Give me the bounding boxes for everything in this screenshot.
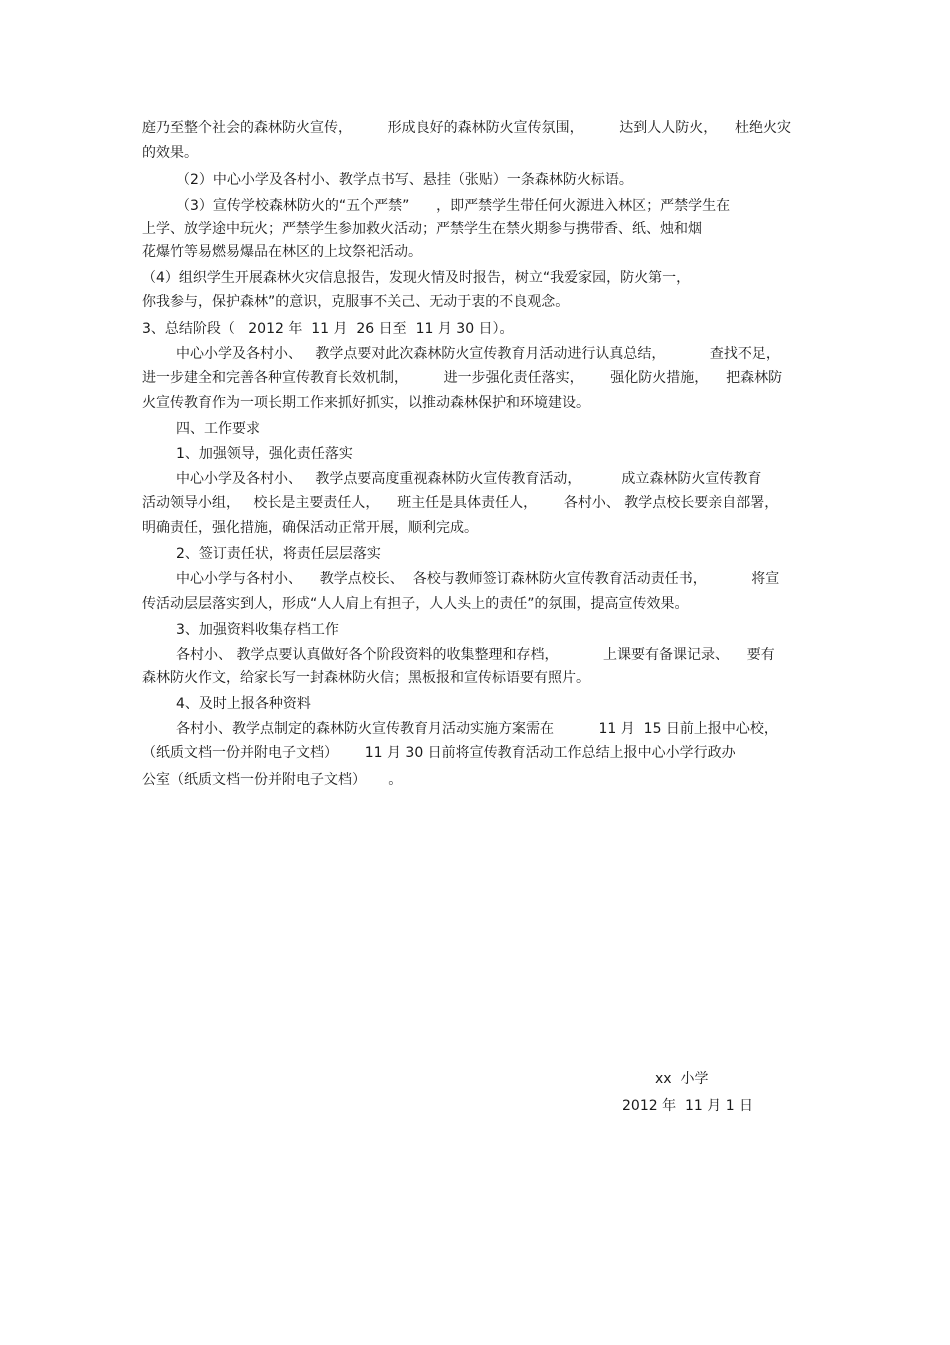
body-line-3: （2）中心小学及各村小、教学点书写、悬挂（张贴）一条森林防火标语。 bbox=[176, 172, 633, 188]
body-line-7: （4）组织学生开展森林火灾信息报告，发现火情及时报告，树立“我爱家园，防火第一， bbox=[142, 270, 691, 286]
body-line-25: 各村小、教学点制定的森林防火宣传教育月活动实施方案需在 11 月 15 日前上报中心校， bbox=[176, 721, 778, 737]
subheading-2: 2、签订责任状，将责任层层落实 bbox=[176, 546, 381, 562]
body-line-4: （3）宣传学校森林防火的“五个严禁” ，即严禁学生带任何火源进入林区；严禁学生在 bbox=[176, 198, 731, 214]
body-line-19: 中心小学与各村小、 教学点校长、 各校与教师签订森林防火宣传教育活动责任书， 将宣 bbox=[176, 571, 780, 587]
body-line-16: 活动领导小组， 校长是主要责任人， 班主任是具体责任人， 各村小、 教学点校长要亲自部署， bbox=[142, 495, 779, 511]
subheading-4: 4、及时上报各种资料 bbox=[176, 696, 311, 712]
body-line-17: 明确责任，强化措施，确保活动正常开展，顺利完成。 bbox=[142, 520, 478, 536]
body-line-20: 传活动层层落实到人，形成“人人肩上有担子，人人头上的责任”的氛围，提高宣传效果。 bbox=[142, 596, 689, 612]
body-line-23: 森林防火作文，给家长写一封森林防火信；黑板报和宣传标语要有照片。 bbox=[142, 670, 590, 686]
signature-date: 2012 年 11 月 1 日 bbox=[622, 1098, 754, 1114]
subheading-1: 1、加强领导，强化责任落实 bbox=[176, 446, 353, 462]
body-line-10: 中心小学及各村小、 教学点要对此次森林防火宣传教育月活动进行认真总结， 查找不足， bbox=[176, 346, 780, 362]
body-line-22: 各村小、 教学点要认真做好各个阶段资料的收集整理和存档， 上课要有备课记录、 要有 bbox=[176, 647, 775, 663]
body-line-8: 你我参与，保护森林”的意识，克服事不关己、无动于衷的不良观念。 bbox=[142, 294, 570, 310]
signature-school: xx 小学 bbox=[655, 1071, 709, 1087]
body-line-9: 3、总结阶段（ 2012 年 11 月 26 日至 11 月 30 日）。 bbox=[142, 321, 514, 337]
subheading-3: 3、加强资料收集存档工作 bbox=[176, 622, 339, 638]
body-line-15: 中心小学及各村小、 教学点要高度重视森林防火宣传教育活动， 成立森林防火宣传教育 bbox=[176, 471, 762, 487]
body-line-5: 上学、放学途中玩火；严禁学生参加救火活动；严禁学生在禁火期参与携带香、纸、烛和烟 bbox=[142, 221, 702, 237]
body-line-26: （纸质文档一份并附电子文档） 11 月 30 日前将宣传教育活动工作总结上报中心小学行政办 bbox=[142, 745, 736, 761]
body-line-12: 火宣传教育作为一项长期工作来抓好抓实，以推动森林保护和环境建设。 bbox=[142, 395, 590, 411]
body-line-6: 花爆竹等易燃易爆品在林区的上坟祭祀活动。 bbox=[142, 244, 422, 260]
body-line-11: 进一步建全和完善各种宣传教育长效机制， 进一步强化责任落实， 强化防火措施， 把森林防 bbox=[142, 370, 783, 386]
body-line-27: 公室（纸质文档一份并附电子文档） 。 bbox=[142, 772, 403, 788]
body-line-2: 的效果。 bbox=[142, 145, 198, 161]
body-line-1: 庭乃至整个社会的森林防火宣传， 形成良好的森林防火宣传氛围， 达到人人防火， 杜绝火灾 bbox=[142, 120, 792, 136]
section-heading: 四、工作要求 bbox=[176, 421, 260, 437]
